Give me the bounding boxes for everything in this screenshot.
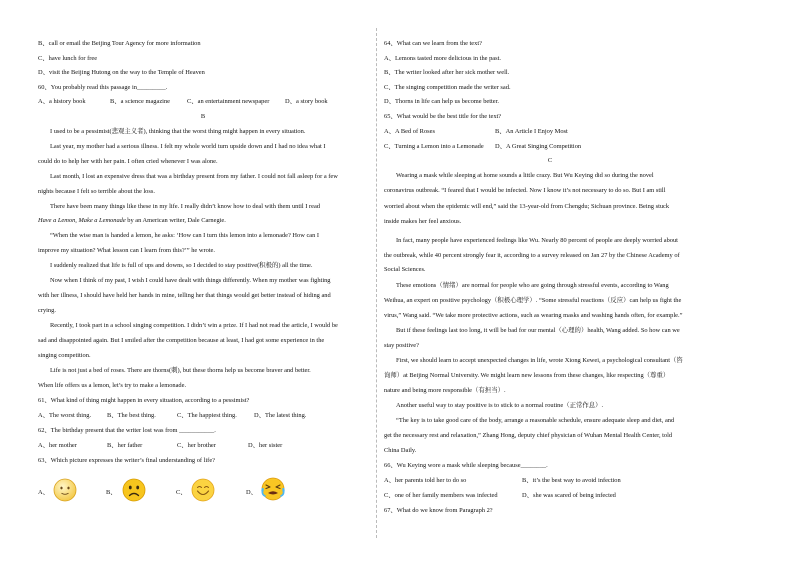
book-author: by an American writer, Dale Carnegie.	[127, 217, 226, 224]
passage-c-line: First, we should learn to accept unexpected changes in life, wrote Xiong Kewei, a psychological consultant（咨	[396, 357, 683, 364]
passage-c-line: But if these feelings last too long, it will be bad for our mental（心理的）health, Wang added. So how can we	[396, 327, 680, 334]
passage-c-line: the outbreak, while 40 percent strongly fear it, according to a survey released on Jan 27 by the Chinese Academy of	[384, 252, 680, 259]
q63-label-c: C、	[176, 489, 187, 496]
passage-b-line: with her illness, I should have held her hands in mine, telling her that things would get better instead of hiding and	[38, 292, 331, 299]
passage-c-line: Another useful way to stay positive is to stick to a normal routine（正常作息）.	[396, 402, 604, 409]
q62-option-d[interactable]: D、her sister	[248, 442, 283, 449]
q62-stem: 62、The birthday present that the writer lost was from ___________.	[38, 427, 216, 434]
passage-b-line: “When the wise man is handed a lemon, he asks: ‘How can I turn this lemon into a lemonade? How can I	[50, 232, 320, 239]
q61-option-c[interactable]: C、The happiest thing.	[177, 412, 237, 419]
q65-option-b[interactable]: B、An Article I Enjoy Most	[495, 128, 568, 135]
section-b-heading: B	[200, 113, 206, 120]
q66-option-c[interactable]: C、one of her family members was infected	[384, 492, 498, 499]
crying-emoji-icon[interactable]	[260, 476, 286, 502]
passage-b-line: singing competition.	[38, 352, 91, 359]
passage-b-line: crying.	[38, 307, 56, 314]
q61-stem: 61、What kind of thing might happen in every situation, according to a pessimist?	[38, 397, 250, 404]
passage-c-line: virus,” Wang said. “We take more protective actions, such as wearing masks and washing hands often, for example.”	[384, 312, 683, 319]
passage-b-line: Life is not just a bed of roses. There are thorns(刺), but these thorns help us become braver and better.	[50, 367, 311, 374]
column-divider	[376, 28, 377, 538]
q60-stem: 60、You probably read this passage in_________.	[38, 84, 168, 91]
passage-c-line: inside makes her feel anxious.	[384, 218, 462, 225]
passage-b-line: Last year, my mother had a serious illness. I felt my whole world turn upside down and I had no idea what I	[50, 143, 326, 150]
q60-option-d[interactable]: D、a story book	[285, 98, 328, 105]
passage-c-line: “The key is to take good care of the body, arrange a reasonable schedule, ensure adequate sleep and diet, and	[396, 417, 675, 424]
passage-b-line: I used to be a pessimist(悲观主义者), thinking that the worst thing might happen in every situation.	[50, 128, 306, 135]
passage-b-line: sad and disappointed again. But I smiled after the competition because at least, I had got some experience in the	[38, 337, 325, 344]
q66-stem: 66、Wu Keying wore a mask while sleeping because________.	[384, 462, 548, 469]
q61-option-a[interactable]: A、The worst thing.	[38, 412, 92, 419]
q64-option-a[interactable]: A、Lemons tasted more delicious in the past.	[384, 55, 501, 62]
q61-option-b[interactable]: B、The best thing.	[107, 412, 156, 419]
passage-b-line: could do to help her with her pain. I often cried whenever I was alone.	[38, 158, 218, 165]
grin-emoji-icon[interactable]	[191, 478, 215, 502]
passage-c-line: get the necessary rest and relaxation,” Zhang Hong, deputy chief physician of Wuhan Mental Health Center, told	[384, 432, 673, 439]
passage-b-line-book	[38, 217, 226, 225]
q66-option-d[interactable]: D、she was scared of being infected	[522, 492, 616, 499]
q65-stem: 65、What would be the best title for the text?	[384, 113, 502, 120]
section-c-heading: C	[547, 157, 553, 164]
passage-b-line: Recently, I took part in a school singing competition. I didn’t win a prize. If I had not read the article, I would be	[50, 322, 338, 329]
q62-option-a[interactable]: A、her mother	[38, 442, 77, 449]
passage-c-line: Social Sciences.	[384, 266, 426, 273]
q65-option-a[interactable]: A、A Bed of Roses	[384, 128, 435, 135]
q64-stem: 64、What can we learn from the text?	[384, 40, 482, 47]
passage-c-line: Weihua, an expert on positive psychology（积极心理学）. “Some stressful reactions（反应）can help us fight the	[384, 297, 682, 304]
q59-option-c[interactable]: C、have lunch for free	[38, 55, 98, 62]
q60-option-c[interactable]: C、an entertainment newspaper	[187, 98, 270, 105]
q64-option-d[interactable]: D、Thorns in life can help us become better.	[384, 98, 499, 105]
passage-c-line: 询师）at Beijing Normal University. We might learn new lessons from these changes, like respecting（尊重）	[384, 372, 670, 379]
q66-option-b[interactable]: B、it’s the best way to avoid infection	[522, 477, 621, 484]
q62-option-b[interactable]: B、her father	[107, 442, 143, 449]
passage-b-line: nights because I felt so terrible about the loss.	[38, 188, 155, 195]
passage-c-line: In fact, many people have experienced feelings like Wu. Nearly 80 percent of people are deeply worried about	[396, 237, 678, 244]
q63-label-b: B、	[106, 489, 117, 496]
passage-c-line: China Daily.	[384, 447, 417, 454]
q66-option-a[interactable]: A、her parents told her to do so	[384, 477, 467, 484]
passage-b-line: There have been many things like these in my life. I really didn’t know how to deal with them until I read	[50, 203, 320, 210]
q64-option-c[interactable]: C、The singing competition made the writer sad.	[384, 84, 511, 91]
passage-b-line: Now when I think of my past, I wish I could have dealt with things differently. When my mother was fighting	[50, 277, 331, 284]
slight-smile-emoji-icon[interactable]	[53, 478, 77, 502]
passage-c-line: coronavirus outbreak. “I feared that I would be infected. Now I know it’s not necessary to do so. But I am still	[384, 187, 666, 194]
passage-c-line: These emotions（情绪）are normal for people who are going through stressful events, according to Wang	[396, 282, 669, 289]
q67-stem: 67、What do we know from Paragraph 2?	[384, 507, 493, 514]
q63-label-d: D、	[246, 489, 258, 496]
q59-option-d[interactable]: D、visit the Beijing Hutong on the way to the Temple of Heaven	[38, 69, 205, 76]
passage-c-line: stay positive?	[384, 342, 419, 349]
q60-option-b[interactable]: B、a science magazine	[110, 98, 170, 105]
passage-c-line: worried about when the epidemic will end,” said the 13-year-old from Chengdu; Sichuan province. Being stuck	[384, 203, 670, 210]
q65-option-c[interactable]: C、Turning a Lemon into a Lemonade	[384, 143, 484, 150]
passage-b-line: Last month, I lost an expensive dress that was a birthday present from my father. I could not fall asleep for a few	[50, 173, 338, 180]
passage-c-line: Wearing a mask while sleeping at home sounds a little crazy. But Wu Keying did so during the novel	[396, 172, 654, 179]
q61-option-d[interactable]: D、The latest thing.	[254, 412, 307, 419]
frown-emoji-icon[interactable]	[122, 478, 146, 502]
q60-option-a[interactable]: A、a history book	[38, 98, 86, 105]
q63-label-a: A、	[38, 489, 50, 496]
q59-option-b[interactable]: B、call or email the Beijing Tour Agency for more information	[38, 40, 201, 47]
passage-b-line: When life offers us a lemon, let’s try to make a lemonade.	[38, 382, 187, 389]
q63-stem: 63、Which picture expresses the writer’s final understanding of life?	[38, 457, 215, 464]
q65-option-d[interactable]: D、A Great Singing Competition	[495, 143, 582, 150]
q64-option-b[interactable]: B、The writer looked after her sick mother well.	[384, 69, 510, 76]
passage-c-line: nature and being more responsible（有担当）.	[384, 387, 506, 394]
passage-b-line: I suddenly realized that life is full of ups and downs, so I decided to stay positive(积极的) all the time.	[50, 262, 313, 269]
book-title: Have a Lemon, Make a Lemonade	[38, 217, 126, 224]
q62-option-c[interactable]: C、her brother	[177, 442, 216, 449]
passage-b-line: improve my situation? What lesson can I learn from this?’” he wrote.	[38, 247, 215, 254]
